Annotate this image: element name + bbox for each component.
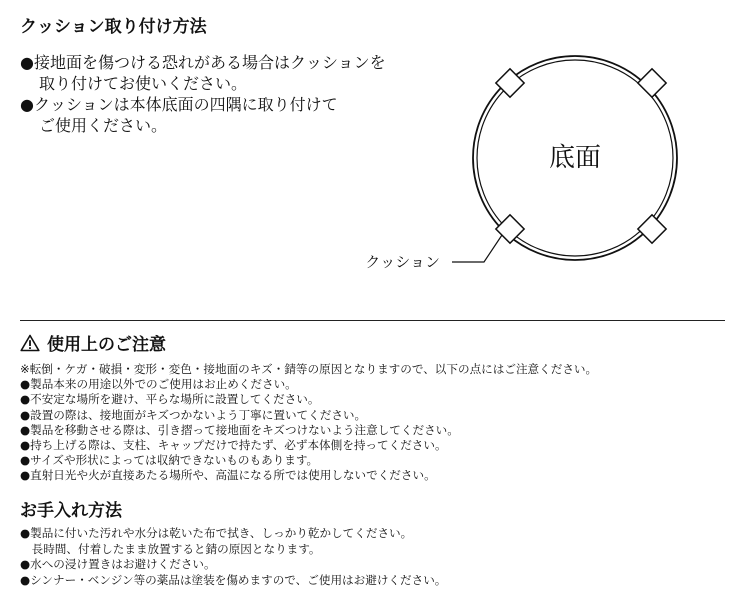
callout-leader-line: [452, 235, 502, 262]
warning-triangle-icon: [20, 334, 40, 352]
callout-label: クッション: [365, 253, 440, 271]
cushion-bottom-right: [638, 215, 666, 243]
bullet-line: ●クッションは本体底面の四隅に取り付けて: [20, 95, 338, 114]
care-item: ●製品に付いた汚れや水分は乾いた布で拭き、しっかり乾かしてください。: [20, 526, 413, 540]
caution-item: ●不安定な場所を避け、平らな場所に設置してください。: [20, 392, 320, 407]
caution-item: ●製品本来の用途以外でのご使用はお止めください。: [20, 377, 297, 392]
base-diagram: [340, 40, 740, 310]
caution-title-text: 使用上のご注意: [47, 335, 166, 355]
care-item: ●シンナー・ベンジン等の薬品は塗装を傷めますので、ご使用はお避けください。: [20, 572, 447, 587]
care-item: 長時間、付着したまま放置すると錆の原因となります。: [20, 541, 321, 556]
caution-item: ●サイズや形状によっては収納できないものもあります。: [20, 453, 319, 468]
care-list: [20, 526, 446, 588]
bullet-line: ご使用ください。: [39, 116, 168, 135]
bullet-line: 取り付けてお使いください。: [39, 74, 248, 93]
cushion-top-right: [638, 69, 666, 97]
caution-list: [20, 362, 597, 484]
care-item: ●水への浸け置きはお避けください。: [20, 557, 216, 571]
bullet-line: ●接地面を傷つける恐れがある場合はクッションを: [20, 53, 386, 72]
caution-item: ●製品を移動させる際は、引き摺って接地面をキズつけないよう注意してください。: [20, 422, 459, 437]
install-bullet-1: [20, 52, 386, 94]
install-bullet-2: [20, 94, 338, 136]
caution-item: ●持ち上げる際は、支柱、キャップだけで持たず、必ず本体側を持ってください。: [20, 438, 447, 453]
caution-title: [20, 330, 166, 355]
caution-item: ●設置の際は、接地面がキズつかないよう丁寧に置いてください。: [20, 407, 367, 422]
caution-item: ※転倒・ケガ・破損・変形・変色・接地面のキズ・錆等の原因となりますので、以下の点にはご注意ください。: [20, 362, 598, 376]
base-label: 底面: [548, 143, 602, 173]
caution-item: ●直射日光や火が直接あたる場所や、高温になる所では使用しないでください。: [20, 468, 436, 483]
care-title: お手入れ方法: [20, 501, 122, 521]
install-title: クッション取り付け方法: [20, 17, 207, 37]
section-divider: [20, 320, 725, 321]
